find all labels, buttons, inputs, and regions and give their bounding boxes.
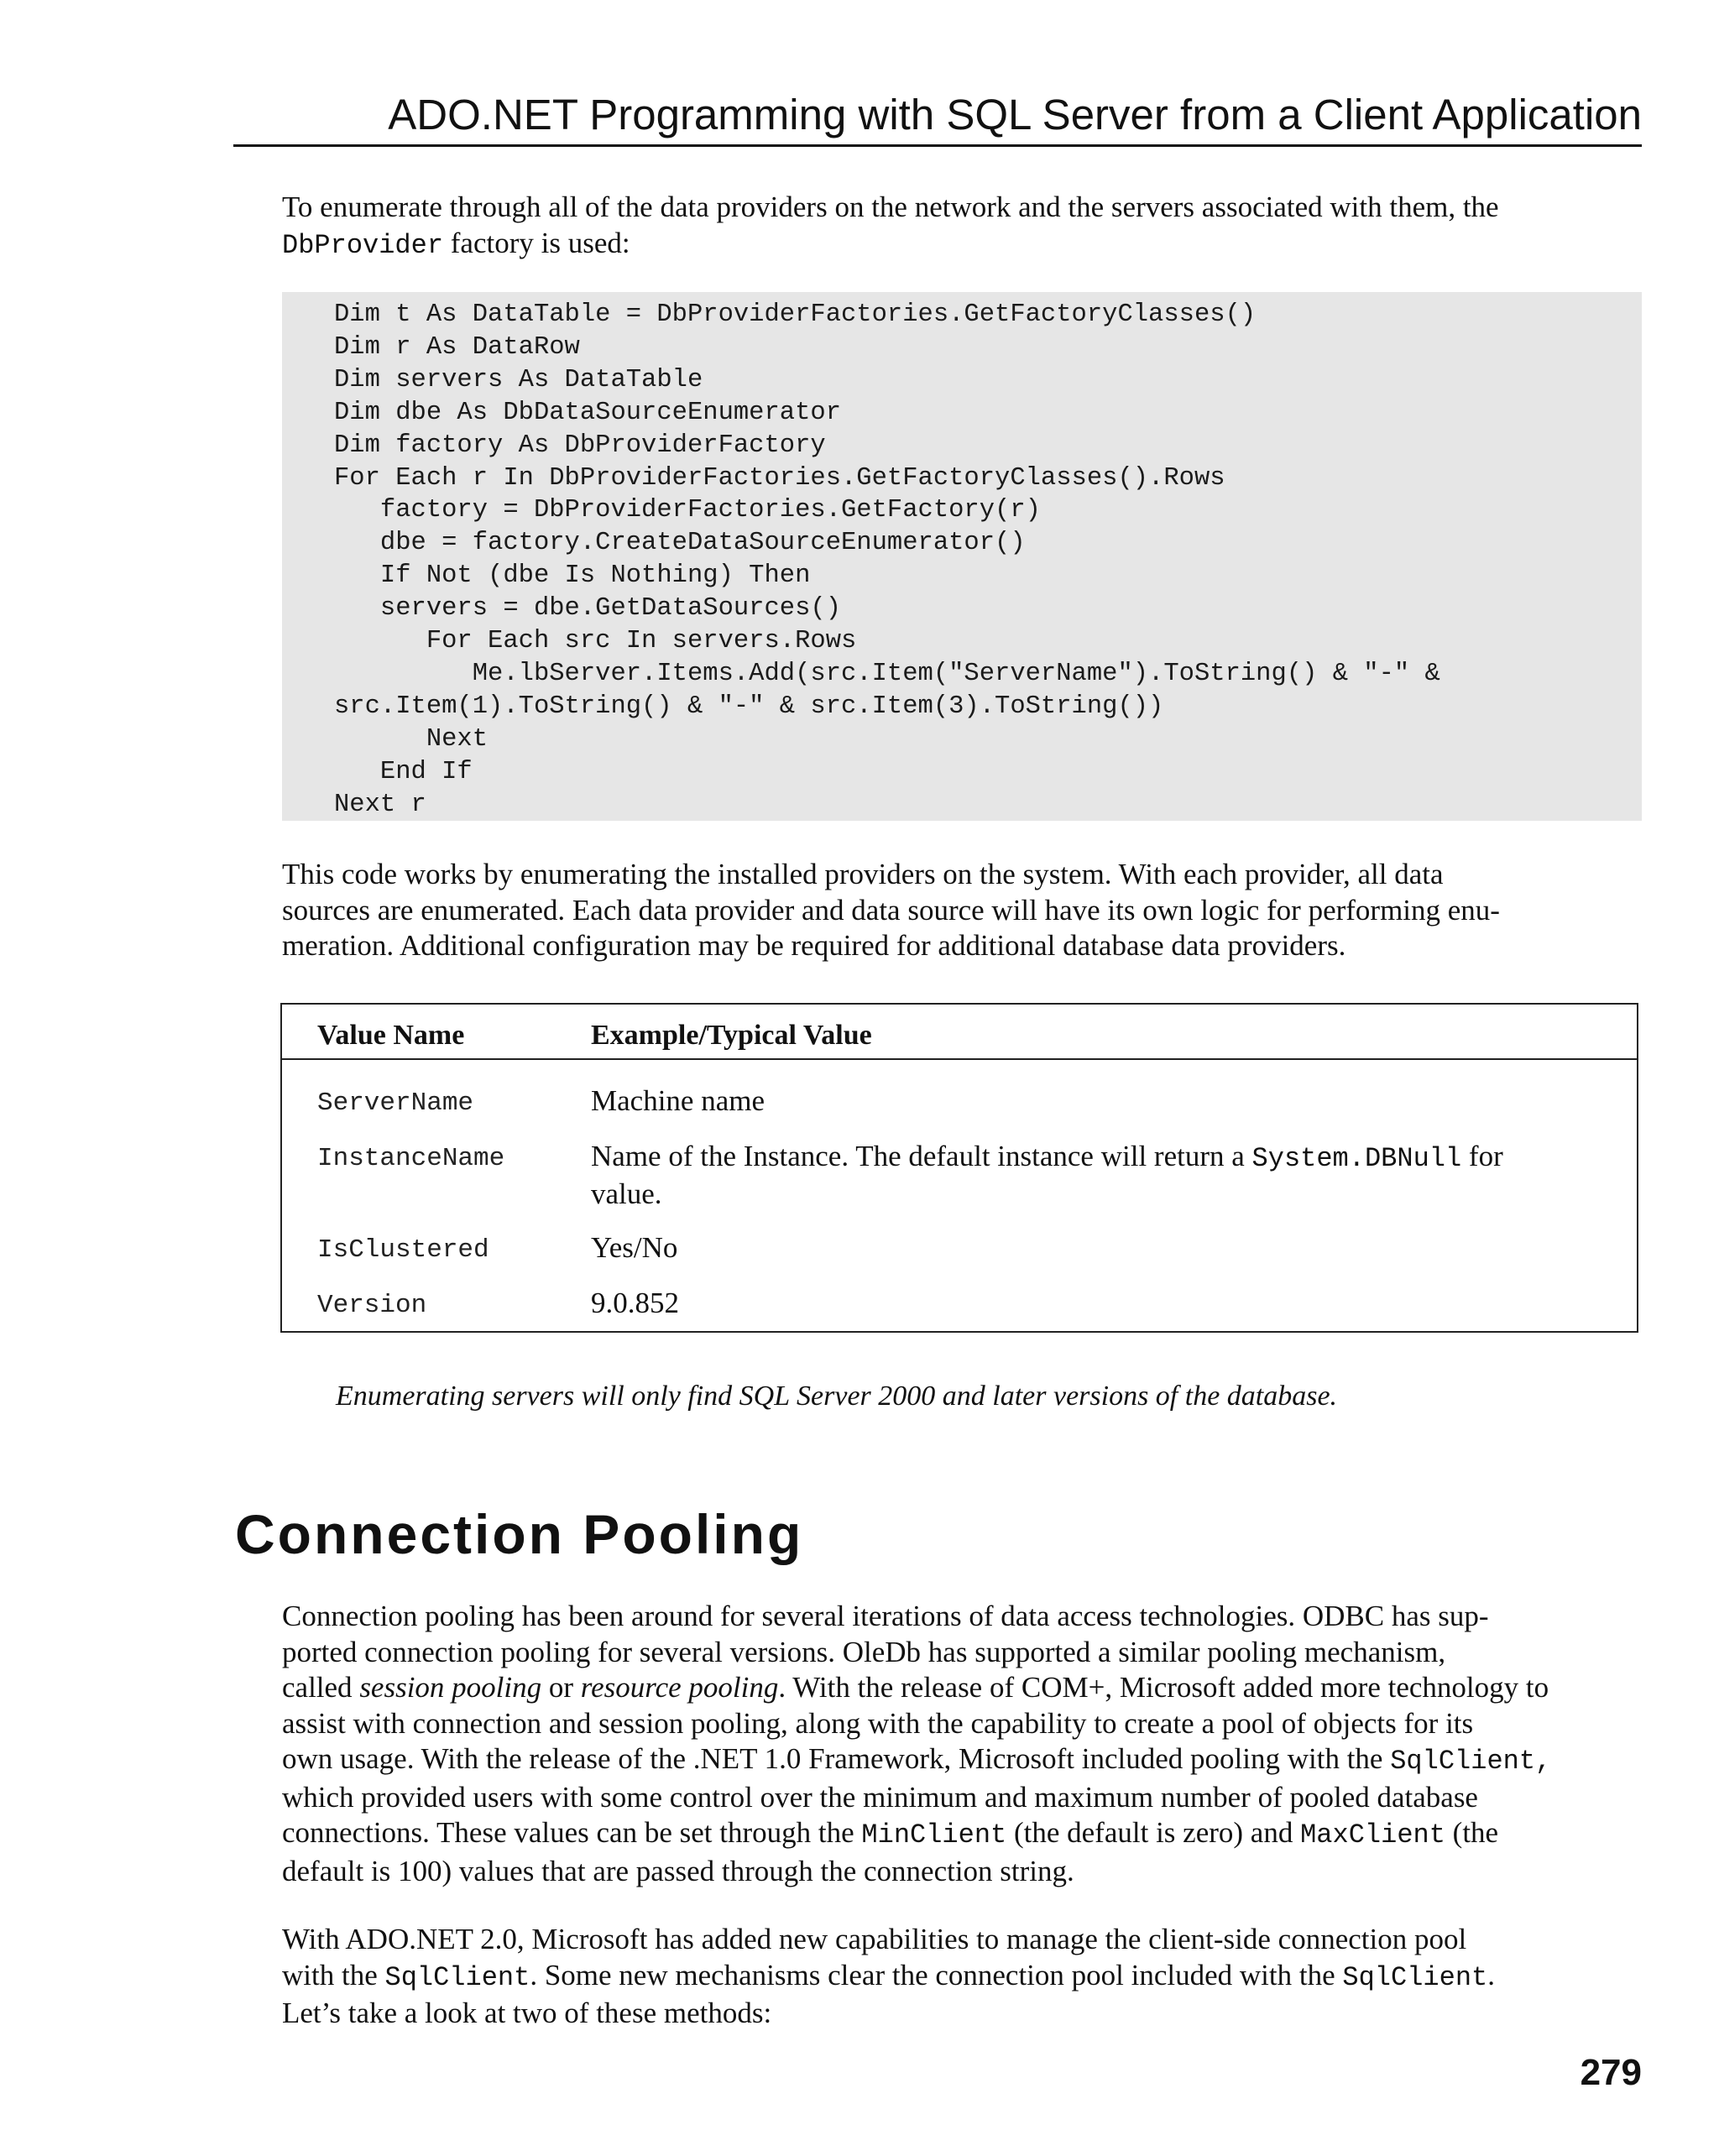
table-row-value-text: value. bbox=[591, 1177, 662, 1210]
text-line: . bbox=[1487, 1958, 1495, 1992]
text-line: (the default is zero) and bbox=[1006, 1816, 1301, 1849]
running-header-title: ADO.NET Programming with SQL Server from a Client Application bbox=[388, 91, 1642, 138]
text-line: With ADO.NET 2.0, Microsoft has added new capabilities to manage the client-side connection pool bbox=[282, 1923, 1467, 1955]
code-line: Next bbox=[334, 724, 489, 754]
code-line: End If bbox=[334, 757, 473, 786]
inline-code-sqlclient: SqlClient bbox=[1342, 1961, 1488, 1993]
table-row-value-text: for bbox=[1461, 1140, 1503, 1172]
pooling-paragraph-2 bbox=[282, 1922, 1642, 2032]
code-line: For Each r In DbProviderFactories.GetFactoryClasses().Rows bbox=[334, 463, 1225, 493]
text-line: which provided users with some control over the minimum and maximum number of pooled database bbox=[282, 1780, 1478, 1814]
code-line: Dim factory As DbProviderFactory bbox=[334, 431, 826, 460]
explanation-line-3: meration. Additional configuration may be required for additional database data providers. bbox=[282, 929, 1346, 962]
text-line: ported connection pooling for several versions. OleDb has supported a similar pooling mechanism, bbox=[282, 1635, 1446, 1668]
inline-code-maxclient: MaxClient bbox=[1300, 1819, 1445, 1851]
text-line: called bbox=[282, 1671, 360, 1704]
text-line: connections. These values can be set through the bbox=[282, 1816, 862, 1849]
section-heading: Connection Pooling bbox=[235, 1503, 804, 1565]
code-line: Next r bbox=[334, 790, 426, 819]
inline-code-sqlclient: SqlClient bbox=[384, 1961, 530, 1993]
table-header-row bbox=[282, 1005, 1637, 1060]
explanation-line-1: This code works by enumerating the installed providers on the system. With each provider, all data bbox=[282, 858, 1444, 890]
text-line: assist with connection and session pooling, along with the capability to create a pool of objects for its bbox=[282, 1706, 1474, 1740]
table-row-value: Yes/No bbox=[591, 1231, 678, 1264]
intro-text: To enumerate through all of the data providers on the network and the servers associated with them, the bbox=[282, 191, 1499, 223]
explanation-paragraph bbox=[282, 857, 1642, 964]
intro-paragraph bbox=[282, 190, 1642, 264]
code-line: Dim dbe As DbDataSourceEnumerator bbox=[334, 398, 841, 427]
code-line: Me.lbServer.Items.Add(src.Item("ServerName").ToString() & "-" & bbox=[334, 659, 1440, 688]
table-row-name: ServerName bbox=[317, 1088, 474, 1118]
code-line: src.Item(1).ToString() & "-" & src.Item(3).ToString()) bbox=[334, 692, 1164, 721]
code-line: If Not (dbe Is Nothing) Then bbox=[334, 561, 811, 591]
text-line: with the bbox=[282, 1958, 385, 1992]
italic-term-resource-pooling: resource pooling bbox=[580, 1671, 779, 1704]
table-row-value-text: Name of the Instance. The default instance will return a bbox=[591, 1140, 1252, 1172]
value-table bbox=[280, 1003, 1638, 1333]
table-row-value: 9.0.852 bbox=[591, 1287, 679, 1319]
text-line: . Some new mechanisms clear the connection pool included with the bbox=[530, 1958, 1343, 1992]
inline-code-dbprovider: DbProvider bbox=[282, 229, 444, 261]
table-row-value bbox=[591, 1139, 1607, 1212]
text-line: (the bbox=[1445, 1816, 1499, 1849]
code-line: Dim r As DataRow bbox=[334, 332, 580, 362]
text-line: own usage. With the release of the .NET 1.0 Framework, Microsoft included pooling with the bbox=[282, 1742, 1391, 1775]
inline-code-minclient: MinClient bbox=[861, 1819, 1007, 1851]
code-line: servers = dbe.GetDataSources() bbox=[334, 594, 841, 624]
text-line: Let’s take a look at two of these methods: bbox=[282, 1997, 772, 2029]
table-header-example-value: Example/Typical Value bbox=[591, 1020, 872, 1051]
pooling-paragraph-1 bbox=[282, 1599, 1642, 1889]
text-line: or bbox=[541, 1671, 581, 1704]
text-line: Connection pooling has been around for several iterations of data access technologies. ODBC has sup- bbox=[282, 1600, 1489, 1632]
code-listing bbox=[334, 299, 1440, 822]
text-line: default is 100) values that are passed through the connection string. bbox=[282, 1854, 1074, 1887]
running-header bbox=[233, 84, 1642, 147]
page-number: 279 bbox=[1580, 2052, 1642, 2093]
code-line: dbe = factory.CreateDataSourceEnumerator() bbox=[334, 529, 1026, 558]
italic-note: Enumerating servers will only find SQL Server 2000 and later versions of the database. bbox=[336, 1381, 1338, 1412]
code-line: factory = DbProviderFactories.GetFactory(r) bbox=[334, 496, 1041, 525]
code-line: Dim servers As DataTable bbox=[334, 365, 703, 394]
code-line: For Each src In servers.Rows bbox=[334, 627, 857, 656]
table-row-value: Machine name bbox=[591, 1084, 765, 1117]
intro-text-end: factory is used: bbox=[443, 226, 630, 259]
table-row-name: Version bbox=[317, 1291, 427, 1320]
text-line: . With the release of COM+, Microsoft added more technology to bbox=[778, 1671, 1549, 1704]
inline-code-dbnull: System.DBNull bbox=[1251, 1143, 1462, 1174]
table-row-name: IsClustered bbox=[317, 1235, 489, 1265]
table-header-value-name: Value Name bbox=[317, 1020, 465, 1051]
code-line: Dim t As DataTable = DbProviderFactories.GetFactoryClasses() bbox=[334, 300, 1257, 329]
table-row-name: InstanceName bbox=[317, 1144, 505, 1173]
explanation-line-2: sources are enumerated. Each data provider and data source will have its own logic for performing enu- bbox=[282, 893, 1500, 927]
code-block bbox=[282, 292, 1642, 821]
inline-code-sqlclient: SqlClient, bbox=[1390, 1746, 1552, 1777]
italic-term-session-pooling: session pooling bbox=[359, 1671, 542, 1704]
